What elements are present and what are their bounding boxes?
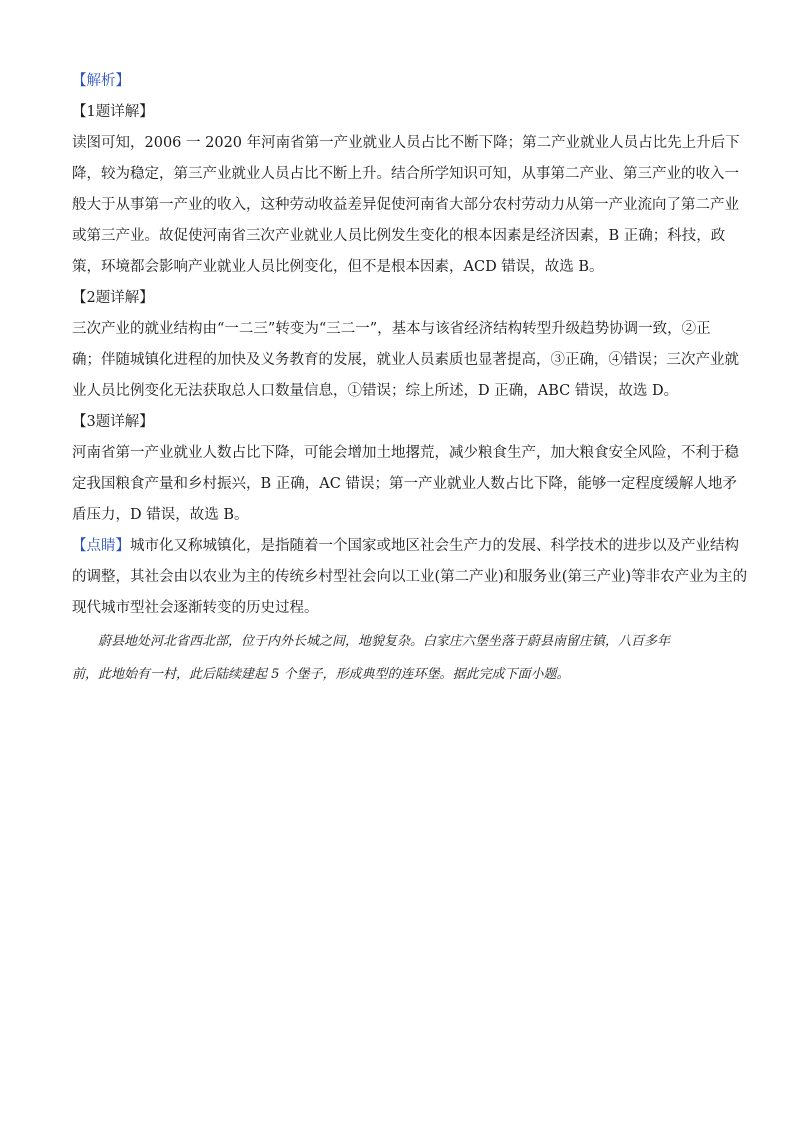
analysis-heading: 【解析】	[72, 73, 130, 89]
q3-line: 河南省第一产业就业人数占比下降，可能会增加土地撂荒，减少粮食生产，加大粮食安全风险，不利于稳	[72, 445, 739, 461]
q2-explanation	[72, 314, 739, 407]
tip-heading: 【点睛】	[72, 538, 130, 554]
material-line: 前，此地始有一村，此后陆续建起 5 个堡子，形成典型的连环堡。据此完成下面小题。	[72, 667, 570, 682]
q1-line: 策，环境都会影响产业就业人员比例变化，但不是根本因素，ACD 错误，故选 B。	[72, 259, 604, 275]
material-line: 蔚县地处河北省西北部，位于内外长城之间，地貌复杂。白家庄六堡坐落于蔚县南留庄镇，八百多年	[98, 634, 671, 649]
q2-line: 业人员比例变化无法获取总人口数量信息，①错误；综上所述，D 正确，ABC 错误，故选 D。	[72, 383, 679, 399]
tip-line: 的调整，其社会由以农业为主的传统乡村型社会向以工业(第二产业)和服务业(第三产业)等非农产业为主的	[72, 569, 748, 585]
q1-line: 读图可知，2006 一 2020 年河南省第一产业就业人员占比不断下降；第二产业就业人员占比先上升后下	[72, 135, 740, 151]
q1-line: 般大于从事第一产业的收入，这种劳动收益差异促使河南省大部分农村劳动力从第一产业流向了第二产业	[72, 197, 739, 213]
tip-line	[72, 531, 739, 562]
tip-text: 城市化又称城镇化，是指随着一个国家或地区社会生产力的发展、科学技术的进步以及产业结构	[130, 538, 739, 554]
q1-heading: 【1题详解】	[72, 104, 154, 120]
q3-line: 定我国粮食产量和乡村振兴，B 正确，AC 错误；第一产业就业人数占比下降，能够一定程度缓解人地矛	[72, 476, 737, 492]
tip-block	[72, 531, 748, 624]
q1-line: 降，较为稳定，第三产业就业人员占比不断上升。结合所学知识可知，从事第二产业、第三产业的收入一	[72, 166, 739, 182]
q1-line: 或第三产业。故促使河南省三次产业就业人员比例发生变化的根本因素是经济因素，B 正确；科技，政	[72, 228, 726, 244]
q2-line: 三次产业的就业结构由“一二三”转变为“三二一”，基本与该省经济结构转型升级趋势协调一致，②正	[72, 321, 711, 337]
material-passage	[72, 626, 722, 690]
q3-line: 盾压力，D 错误，故选 B。	[72, 507, 249, 523]
q3-heading: 【3题详解】	[72, 414, 154, 430]
q3-explanation	[72, 438, 739, 531]
q2-line: 确；伴随城镇化进程的加快及义务教育的发展，就业人员素质也显著提高，③正确，④错误；三次产业就	[72, 352, 739, 368]
tip-line: 现代城市型社会逐渐转变的历史过程。	[72, 600, 319, 616]
q1-explanation	[72, 128, 740, 283]
q2-heading: 【2题详解】	[72, 290, 154, 306]
